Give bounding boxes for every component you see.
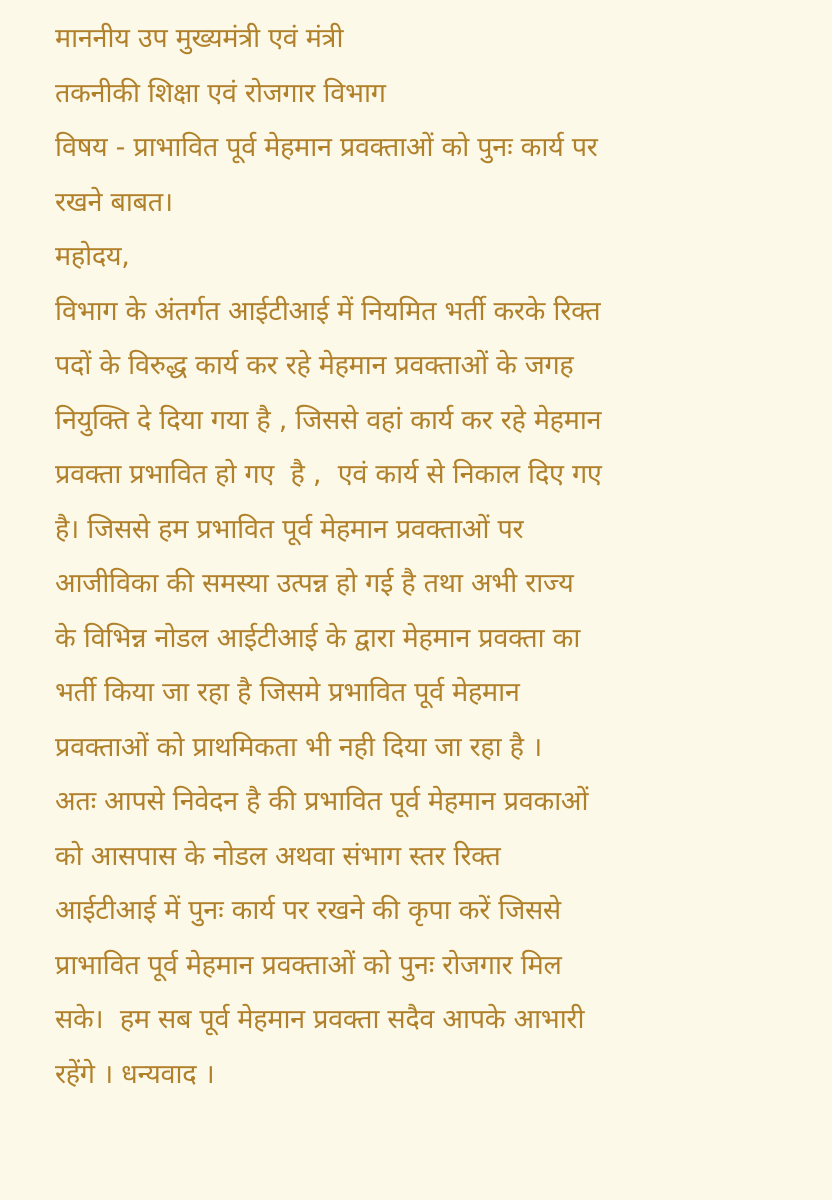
body-line: के विभिन्न नोडल आईटीआई के द्वारा मेहमान प्रवक्ता का: [55, 622, 581, 654]
request-line: को आसपास के नोडल अथवा संभाग स्तर रिक्त: [55, 840, 501, 872]
closing-line: रहेंगे । धन्यवाद ।: [55, 1058, 215, 1090]
department-line: तकनीकी शिक्षा एवं रोजगार विभाग: [55, 77, 386, 109]
addressee-line: माननीय उप मुख्यमंत्री एवं मंत्री: [55, 23, 344, 54]
body-line: आजीविका की समस्या उत्पन्न हो गई है तथा अभी राज्य: [55, 568, 574, 599]
request-line: आईटीआई में पुनः कार्य पर रखने की कृपा करें जिससे: [55, 895, 561, 926]
closing-line: सके। हम सब पूर्व मेहमान प्रवक्ता सदैव आपके आभारी: [55, 1004, 585, 1035]
salutation: महोदय,: [55, 241, 130, 272]
body-line: प्रवक्ता प्रभावित हो गए है , एवं कार्य से निकाल दिए गए: [55, 459, 602, 490]
body-line: विभाग के अंतर्गत आईटीआई में नियमित भर्ती करके रिक्त: [55, 295, 601, 327]
body-line: है। जिससे हम प्रभावित पूर्व मेहमान प्रवक्ताओं पर: [55, 513, 524, 545]
body-line: प्रवक्ताओं को प्राथमिकता भी नही दिया जा रहा है ।: [55, 731, 542, 763]
body-line: भर्ती किया जा रहा है जिसमे प्रभावित पूर्व मेहमान: [55, 677, 520, 708]
body-line: पदों के विरुद्ध कार्य कर रहे मेहमान प्रवक्ताओं के जगह: [55, 350, 574, 381]
subject-line: विषय - प्राभावित पूर्व मेहमान प्रवक्ताओं को पुनः कार्य पर: [55, 132, 598, 163]
body-line: नियुक्ति दे दिया गया है , जिससे वहां कार्य कर रहे मेहमान: [55, 404, 602, 436]
request-line: प्राभावित पूर्व मेहमान प्रवक्ताओं को पुनः रोजगार मिल: [55, 949, 562, 981]
request-line: अतः आपसे निवेदन है की प्रभावित पूर्व मेहमान प्रवकाओं: [55, 786, 589, 817]
subject-line-continued: रखने बाबत।: [55, 186, 173, 218]
